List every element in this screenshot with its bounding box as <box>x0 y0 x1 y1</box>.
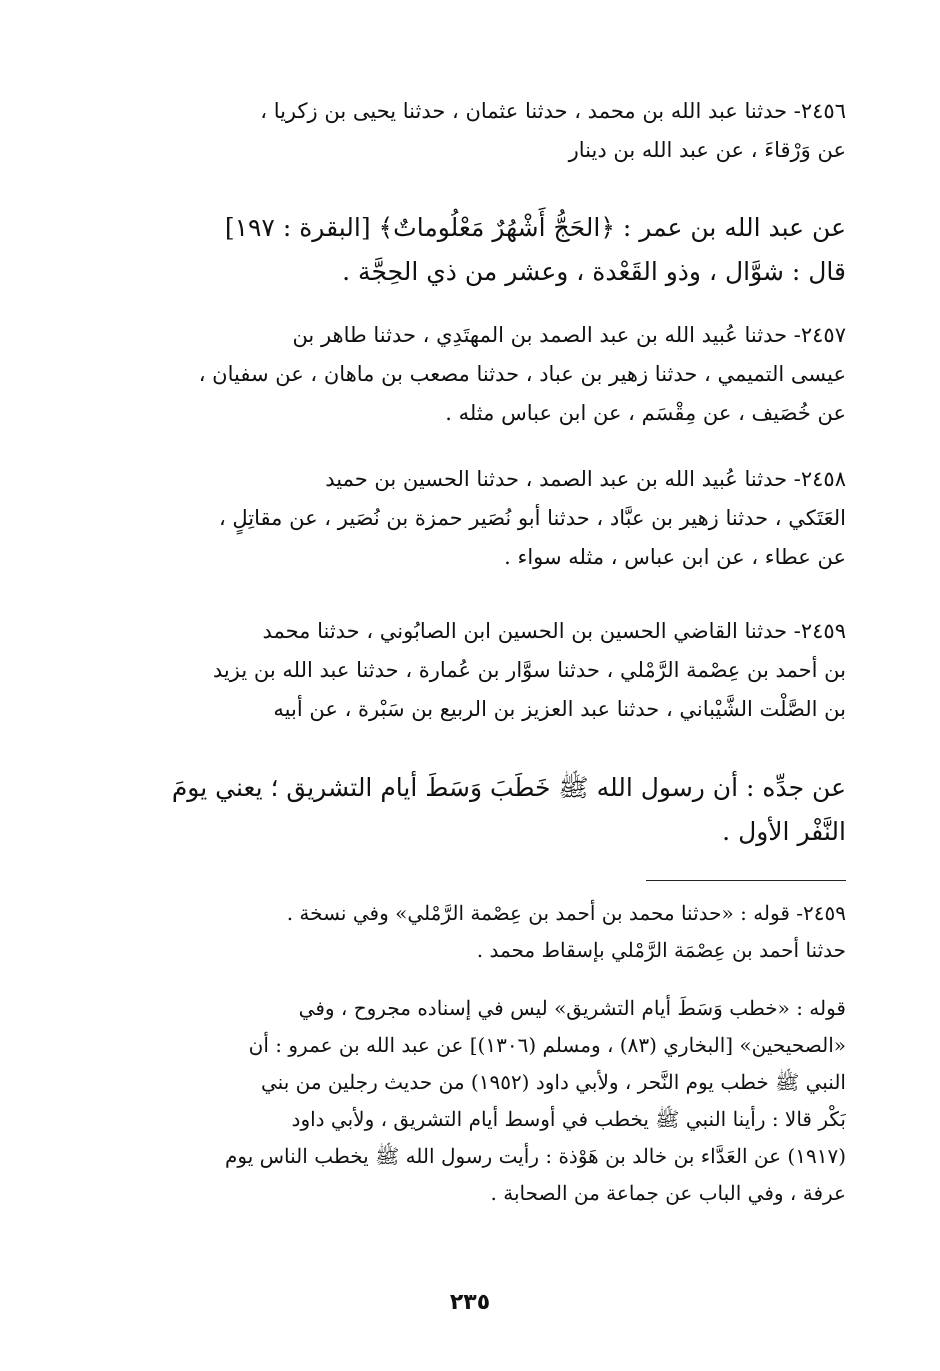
text-line: قال : شوَّال ، وذو القَعْدة ، وعشر من ذي الحِجَّة . <box>342 257 846 286</box>
text-line: عن وَرْقاءَ ، عن عبد الله بن دينار <box>568 138 846 162</box>
text-line: ٢٤٥٨- حدثنا عُبيد الله بن عبد الصمد ، حدثنا الحسين بن حميد <box>325 467 846 491</box>
text-line: بن الصَّلْت الشَّيْباني ، حدثنا عبد العزيز بن الربيع بن سَبْرة ، عن أبيه <box>273 697 846 721</box>
text-line: «الصحيحين» [البخاري (٨٣) ، ومسلم (١٣٠٦)] عن عبد الله بن عمرو : أن <box>248 1033 846 1057</box>
hadith-2459-isnad <box>138 612 846 729</box>
text-line: عن عبد الله بن عمر : ﴿الحَجُّ أَشْهُرٌ مَعْلُوماتٌ﴾ [البقرة : ١٩٧] <box>224 213 846 242</box>
hadith-2458 <box>138 460 846 577</box>
text-line: بن أحمد بن عِصْمة الرَّمْلي ، حدثنا سوَّار بن عُمارة ، حدثنا عبد الله بن يزيد <box>212 658 846 682</box>
hadith-2459-matn <box>138 766 846 854</box>
footnote-2459-2 <box>138 990 846 1212</box>
text-line: ٢٤٥٩- حدثنا القاضي الحسين بن الحسين ابن الصابُوني ، حدثنا محمد <box>262 619 846 643</box>
text-line: العَتَكي ، حدثنا زهير بن عبَّاد ، حدثنا أبو نُصَير حمزة بن نُصَير ، عن مقاتِلٍ ، <box>218 506 846 530</box>
text-line: ٢٤٥٩- قوله : «حدثنا محمد بن أحمد بن عِصْمة الرَّمْلي» وفي نسخة . <box>286 901 846 925</box>
text-line: (١٩١٧) عن العَدَّاء بن خالد بن هَوْذة : رأيت رسول الله ﷺ يخطب الناس يوم <box>225 1144 846 1168</box>
page-number: ٢٣٥ <box>449 1290 491 1315</box>
text-line: عن عطاء ، عن ابن عباس ، مثله سواء . <box>504 545 846 569</box>
text-line: ٢٤٥٦- حدثنا عبد الله بن محمد ، حدثنا عثمان ، حدثنا يحيى بن زكريا ، <box>260 99 846 123</box>
hadith-2456-matn <box>138 206 846 294</box>
hadith-2457 <box>138 316 846 433</box>
footnote-2459-1 <box>138 895 846 969</box>
text-line: ٢٤٥٧- حدثنا عُبيد الله بن عبد الصمد بن المهتَدِي ، حدثنا طاهر بن <box>292 323 846 347</box>
text-line: النَّفْر الأول . <box>722 817 846 846</box>
hadith-2456-isnad <box>138 92 846 170</box>
text-line: النبي ﷺ خطب يوم النَّحر ، ولأبي داود (١٩٥٢) من حديث رجلين من بني <box>260 1070 846 1094</box>
text-line: عن خُصَيف ، عن مِقْسَم ، عن ابن عباس مثله . <box>445 401 846 425</box>
text-line: بَكْر قالا : رأينا النبي ﷺ يخطب في أوسط أيام التشريق ، ولأبي داود <box>291 1107 846 1131</box>
text-line: قوله : «خطب وَسَطَ أيام التشريق» ليس في إسناده مجروح ، وفي <box>298 996 846 1020</box>
text-line: عن جدِّه : أن رسول الله ﷺ خَطَبَ وَسَطَ أيام التشريق ؛ يعني يومَ <box>171 773 846 802</box>
text-line: عرفة ، وفي الباب عن جماعة من الصحابة . <box>490 1181 846 1205</box>
text-line: عيسى التميمي ، حدثنا زهير بن عباد ، حدثنا مصعب بن ماهان ، عن سفيان ، <box>198 362 846 386</box>
text-line: حدثنا أحمد بن عِصْمَة الرَّمْلي بإسقاط محمد . <box>476 938 846 962</box>
footnote-separator <box>646 880 846 881</box>
